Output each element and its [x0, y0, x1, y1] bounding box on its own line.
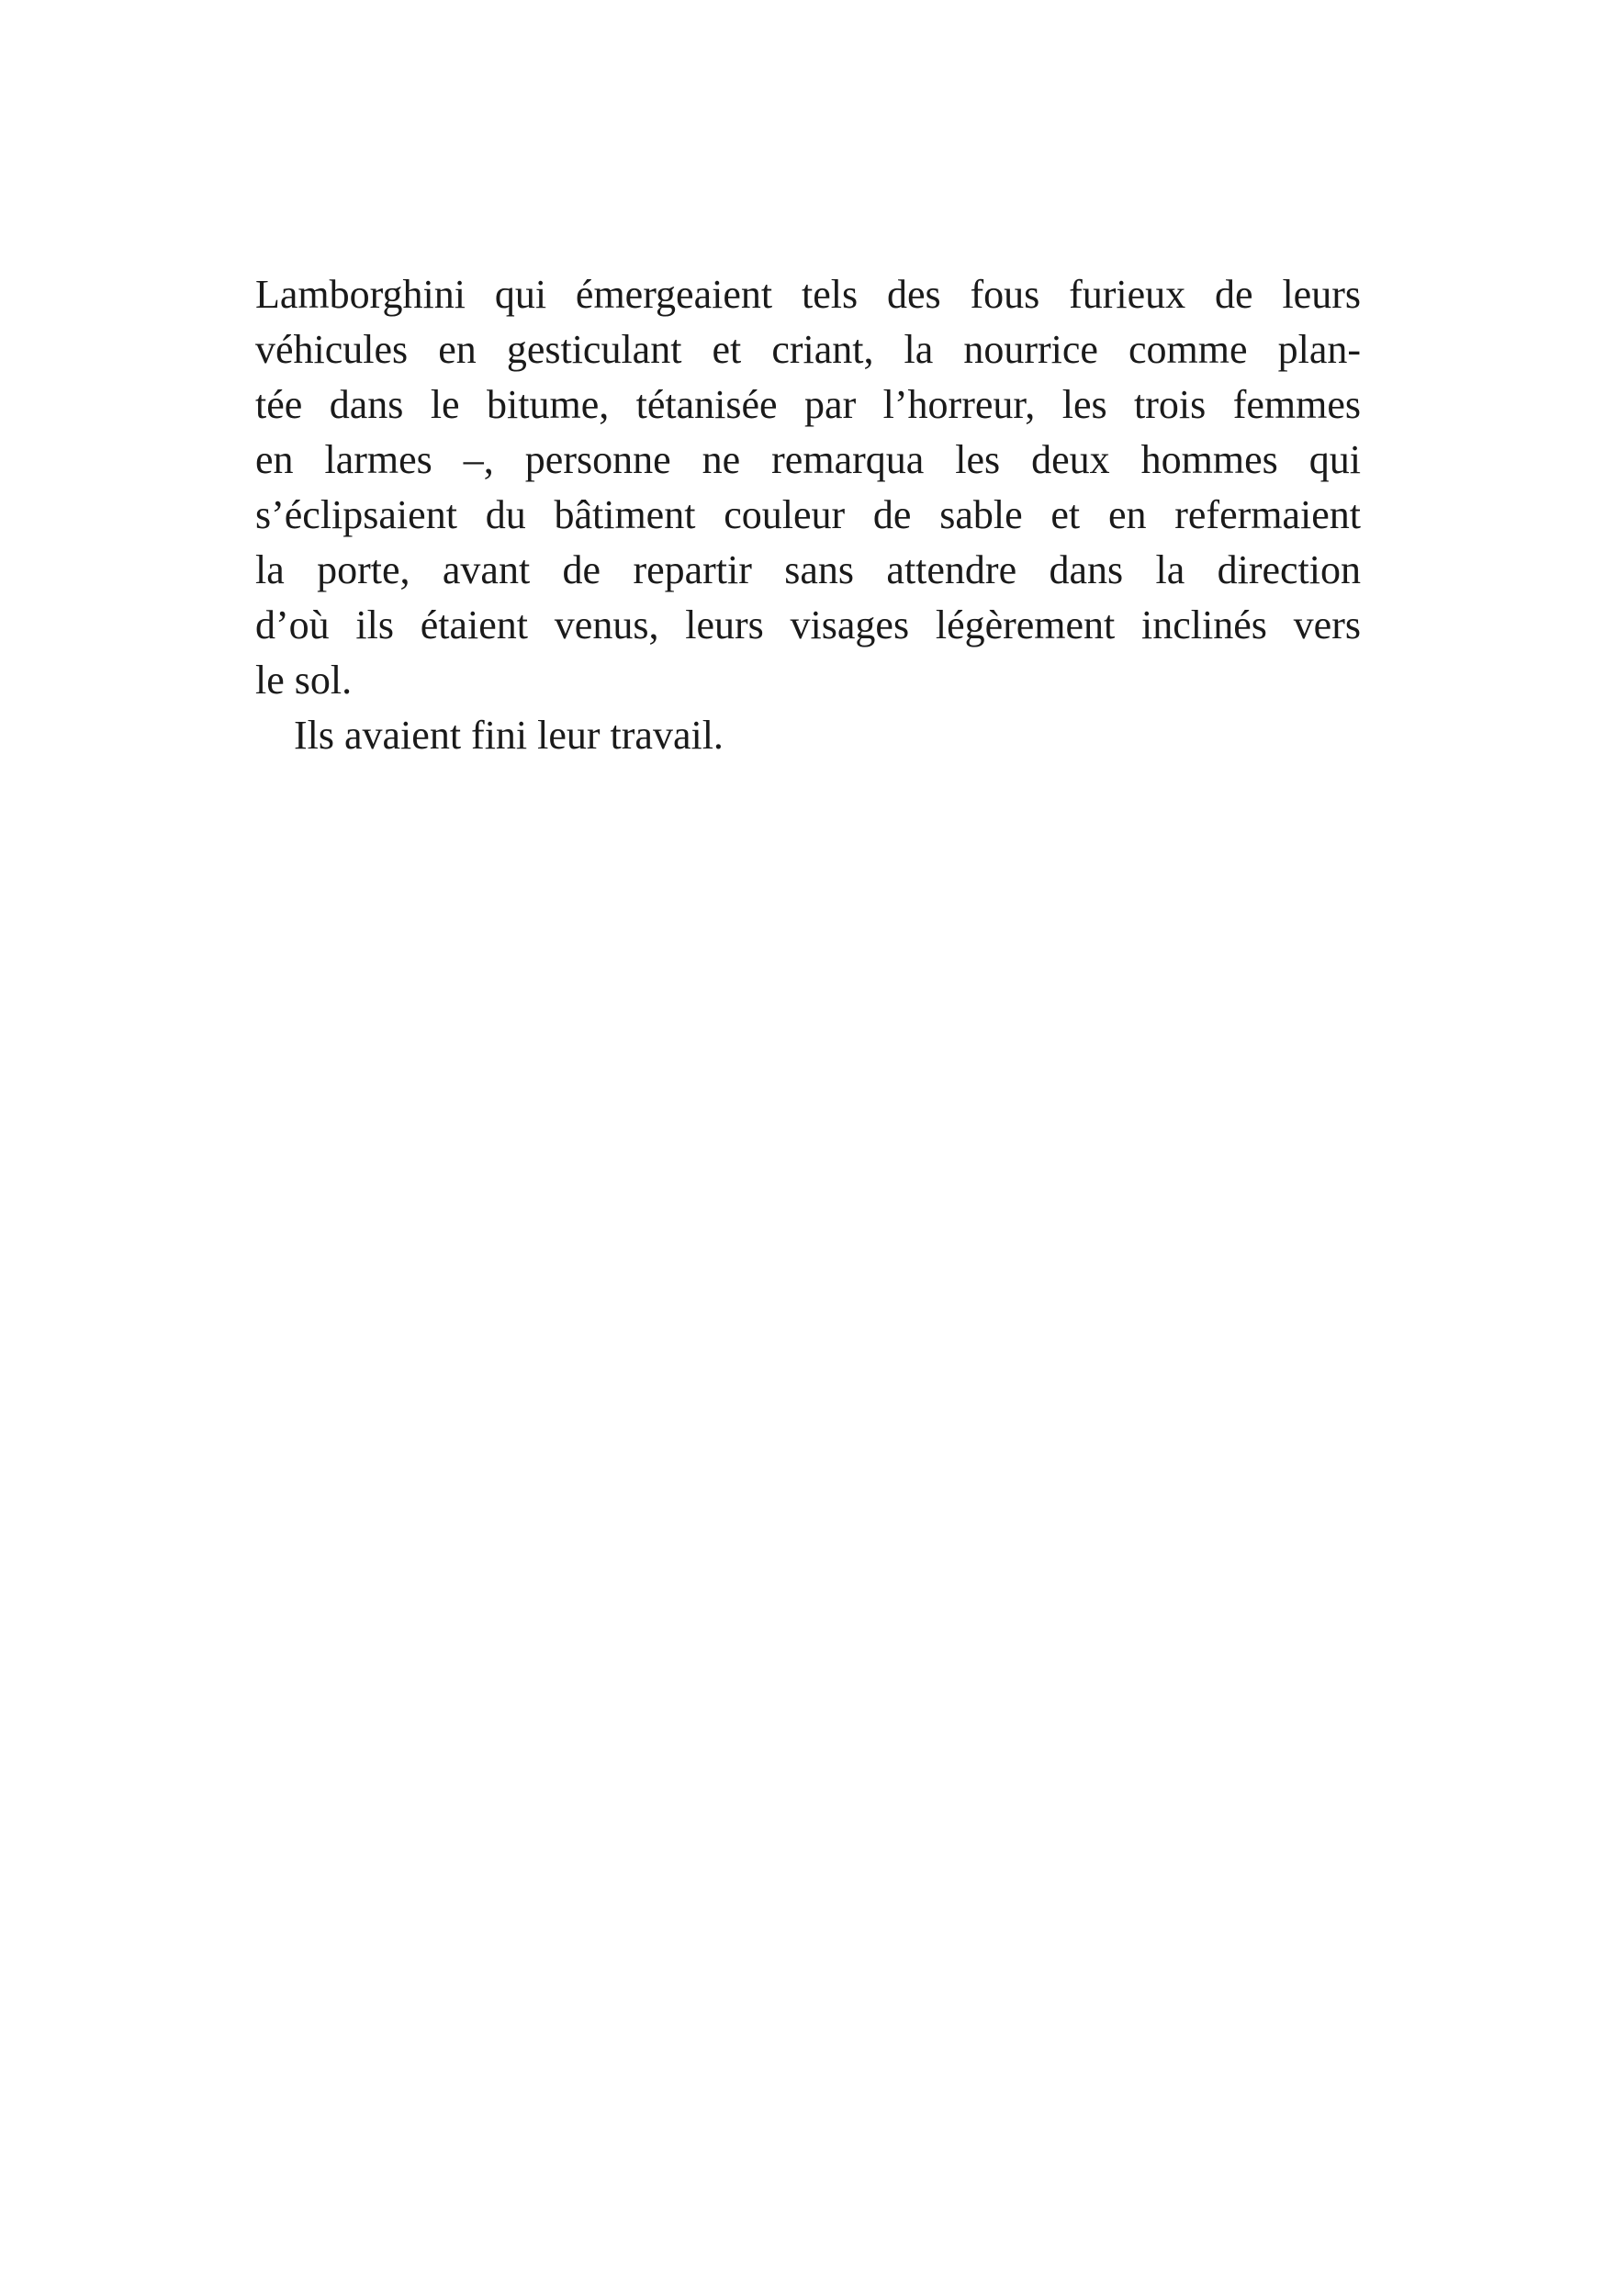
text-line: le sol.: [255, 658, 353, 703]
text-line: véhicules en gesticulant et criant, la nourrice comme plan-: [255, 327, 1361, 372]
text-line: s’éclipsaient du bâtiment couleur de sable et en refermaient: [255, 492, 1361, 537]
text-line: tée dans le bitume, tétanisée par l’horreur, les trois femmes: [255, 382, 1361, 427]
body-text: [255, 267, 1361, 763]
text-line: en larmes –, personne ne remarqua les deux hommes qui: [255, 437, 1361, 482]
text-line: Ils avaient fini leur travail.: [294, 713, 724, 758]
text-line: la porte, avant de repartir sans attendre dans la direction: [255, 547, 1361, 592]
text-line: d’où ils étaient venus, leurs visages légèrement inclinés vers: [255, 602, 1361, 647]
text-line: Lamborghini qui émergeaient tels des fous furieux de leurs: [255, 272, 1361, 317]
